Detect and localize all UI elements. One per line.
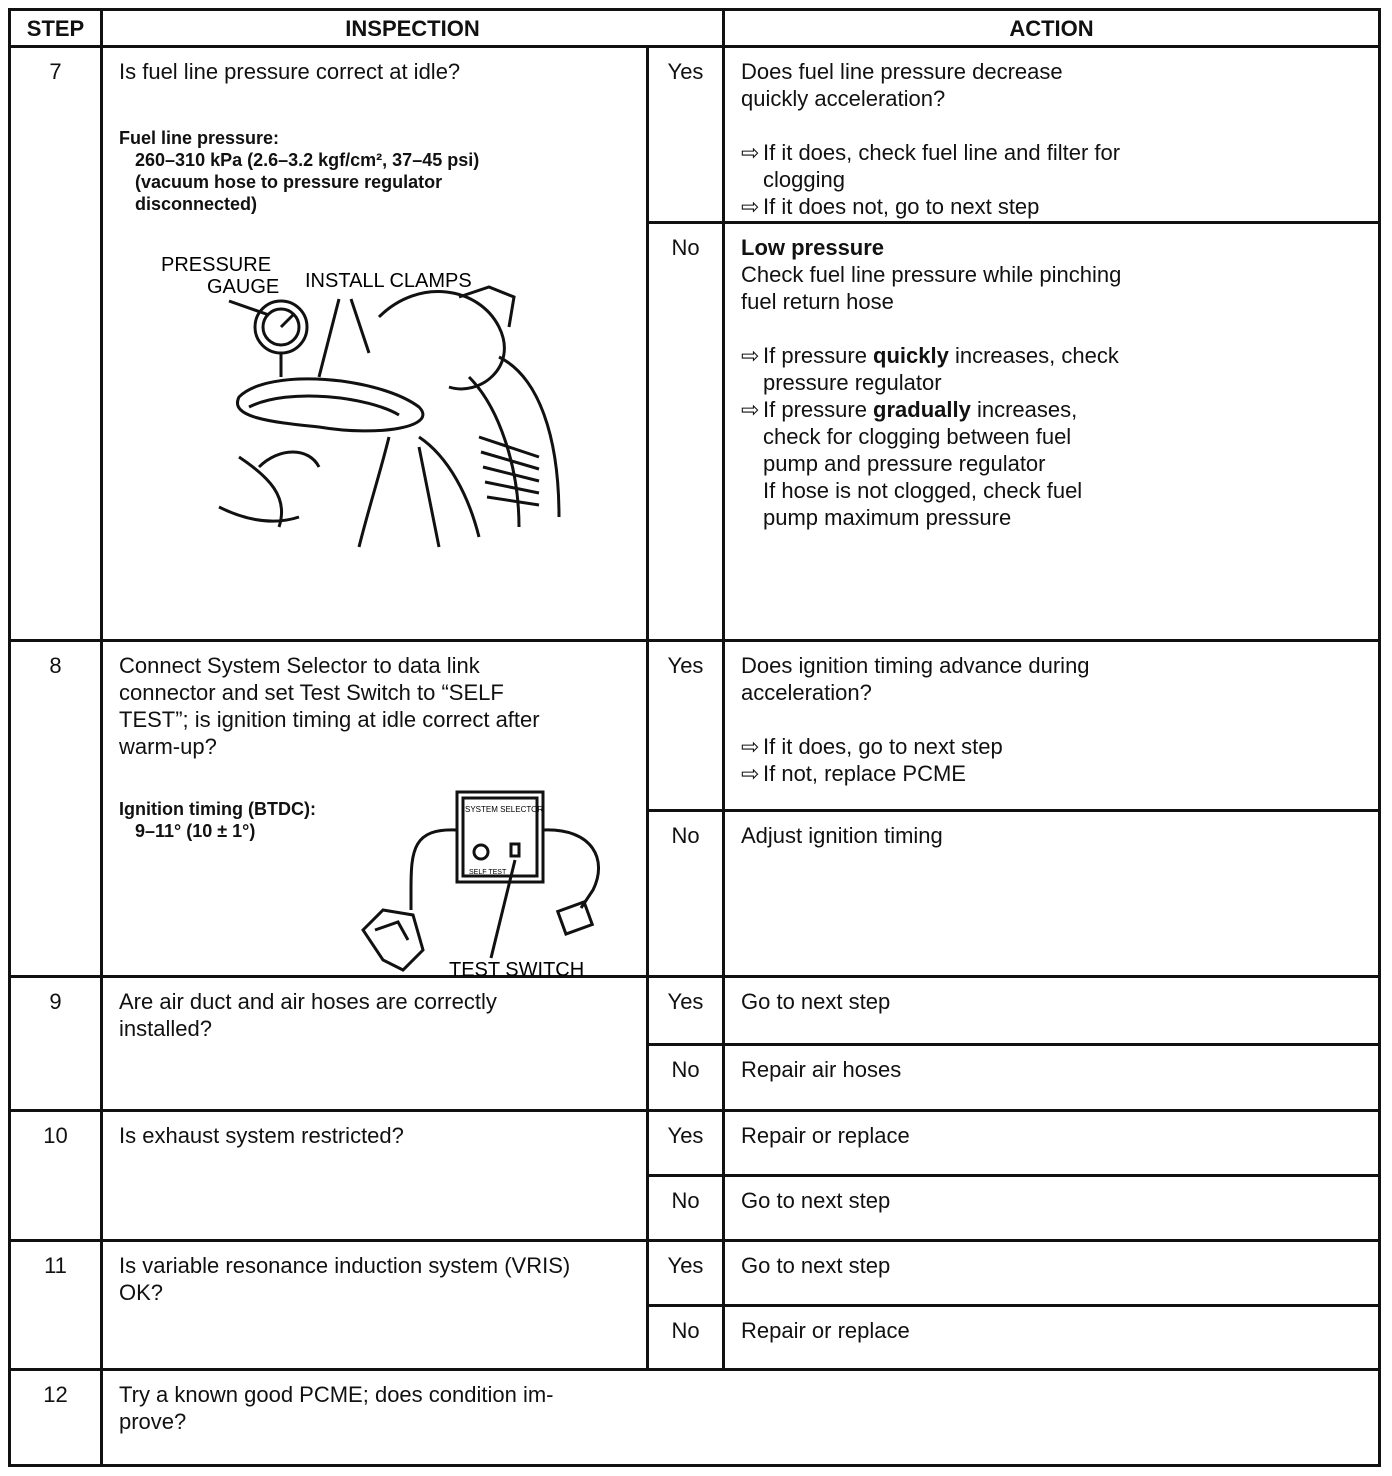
action-line: acceleration? (741, 680, 872, 705)
step-9-inspection (102, 977, 648, 1111)
action-bullet: ⇨ If it does, check fuel line and filter for clogging (741, 140, 1121, 192)
pressure-gauge-illustration (119, 257, 589, 557)
step-10-inspection (102, 1111, 648, 1241)
action-bullet: ⇨ If not, replace PCME (741, 761, 966, 786)
test-switch (511, 844, 519, 856)
step-9-yes-action: Go to next step (724, 977, 1380, 1045)
inspection-line: connector and set Test Switch to “SELF (119, 680, 504, 705)
no-label: No (648, 1176, 724, 1241)
action-bullet: ⇨ If it does, go to next step (741, 734, 1003, 759)
spec-line: 260–310 kPa (2.6–3.2 kgf/cm², 37–45 psi) (135, 150, 480, 170)
spec-line: disconnected) (135, 194, 258, 214)
arrow-icon: ⇨ (741, 194, 760, 219)
action-bullet: ⇨ If pressure quickly increases, check pressure regulator (741, 343, 1119, 395)
inspection-line: TEST”; is ignition timing at idle correct after (119, 707, 540, 732)
troubleshooting-table (8, 8, 1381, 1467)
label-test-switch: TEST SWITCH (449, 959, 585, 980)
inspection-line: Connect System Selector to data link (119, 653, 480, 678)
yes-label: Yes (648, 47, 724, 223)
system-selector-illustration (353, 780, 633, 980)
header-inspection: INSPECTION (102, 10, 724, 47)
inspection-question: Is exhaust system restricted? (119, 1123, 404, 1148)
step-8-inspection (102, 641, 648, 980)
yes-label: Yes (648, 977, 724, 1045)
step-number: 11 (10, 1241, 102, 1370)
no-label: No (648, 1306, 724, 1370)
selector-knob (474, 845, 488, 859)
inspection-line: warm-up? (119, 734, 217, 759)
selector-cable (411, 830, 457, 910)
step-9-no-action: Repair air hoses (724, 1045, 1380, 1111)
inspection-line: prove? (119, 1409, 187, 1434)
step-number: 7 (10, 47, 102, 641)
action-line: Does fuel line pressure decrease (741, 59, 1063, 84)
step-7-inspection (102, 47, 648, 641)
label-install-clamps: INSTALL CLAMPS (305, 270, 472, 292)
inspection-line: OK? (119, 1280, 164, 1305)
arrow-icon: ⇨ (741, 397, 760, 422)
step-11-yes-row (10, 1241, 1380, 1306)
spec-value: 9–11° (10 ± 1°) (135, 821, 256, 841)
action-line: quickly acceleration? (741, 86, 946, 111)
yes-label: Yes (648, 1241, 724, 1306)
engine-drawing (219, 287, 559, 547)
no-label: No (648, 811, 724, 977)
selector-cable (543, 830, 599, 908)
spec-title: Ignition timing (BTDC): (119, 799, 316, 819)
header-action: ACTION (724, 10, 1380, 47)
step-12-empty-action (648, 1370, 1380, 1466)
step-9-yes-row (10, 977, 1380, 1045)
spec-title: Fuel line pressure: (119, 128, 280, 148)
label-pressure-gauge: PRESSURE (161, 257, 272, 276)
action-title: Low pressure (741, 235, 885, 260)
inspection-line: Are air duct and air hoses are correctly (119, 989, 497, 1014)
step-11-inspection (102, 1241, 648, 1370)
no-label: No (648, 223, 724, 641)
step-12-inspection (102, 1370, 648, 1466)
step-7-no-action (724, 223, 1380, 641)
no-label: No (648, 1045, 724, 1111)
step-8-no-action: Adjust ignition timing (724, 811, 1380, 977)
inspection-line: Is variable resonance induction system (VRIS) (119, 1253, 571, 1278)
step-8-yes-action (724, 641, 1380, 811)
action-bullet: ⇨ If pressure gradually increases, check for clogging between fuel pump and pressure regulator If hose is not clogged, check fuel pump maximum pressure (741, 397, 1083, 530)
arrow-icon: ⇨ (741, 761, 760, 786)
step-10-yes-action: Repair or replace (724, 1111, 1380, 1176)
step-8-yes-row (10, 641, 1380, 811)
step-number: 8 (10, 641, 102, 977)
arrow-icon: ⇨ (741, 734, 760, 759)
spec-block (119, 127, 630, 215)
yes-label: Yes (648, 1111, 724, 1176)
step-10-yes-row (10, 1111, 1380, 1176)
step-11-yes-action: Go to next step (724, 1241, 1380, 1306)
selector-mode: SELF TEST (469, 869, 507, 876)
arrow-icon: ⇨ (741, 140, 760, 165)
data-link-connector (363, 910, 423, 970)
inspection-line: Try a known good PCME; does condition im- (119, 1382, 554, 1407)
step-number: 12 (10, 1370, 102, 1466)
header-row (10, 10, 1380, 47)
step-7-yes-action (724, 47, 1380, 223)
selector-label: SYSTEM SELECTOR (465, 805, 544, 814)
header-step: STEP (10, 10, 102, 47)
step-7-yes-row (10, 47, 1380, 223)
step-10-no-action: Go to next step (724, 1176, 1380, 1241)
spec-line: (vacuum hose to pressure regulator (135, 172, 443, 192)
inspection-question: Is fuel line pressure correct at idle? (119, 59, 461, 84)
step-number: 9 (10, 977, 102, 1111)
arrow-icon: ⇨ (741, 343, 760, 368)
step-12-row (10, 1370, 1380, 1466)
inspection-line: installed? (119, 1016, 212, 1041)
connector-detail (375, 922, 408, 940)
cable-plug (558, 902, 593, 934)
action-bullet: ⇨ If it does not, go to next step (741, 194, 1040, 219)
step-11-no-action: Repair or replace (724, 1306, 1380, 1370)
action-line: fuel return hose (741, 289, 894, 314)
step-number: 10 (10, 1111, 102, 1241)
action-line: Check fuel line pressure while pinching (741, 262, 1122, 287)
yes-label: Yes (648, 641, 724, 811)
label-pressure-gauge: GAUGE (207, 276, 280, 298)
action-line: Does ignition timing advance during (741, 653, 1090, 678)
